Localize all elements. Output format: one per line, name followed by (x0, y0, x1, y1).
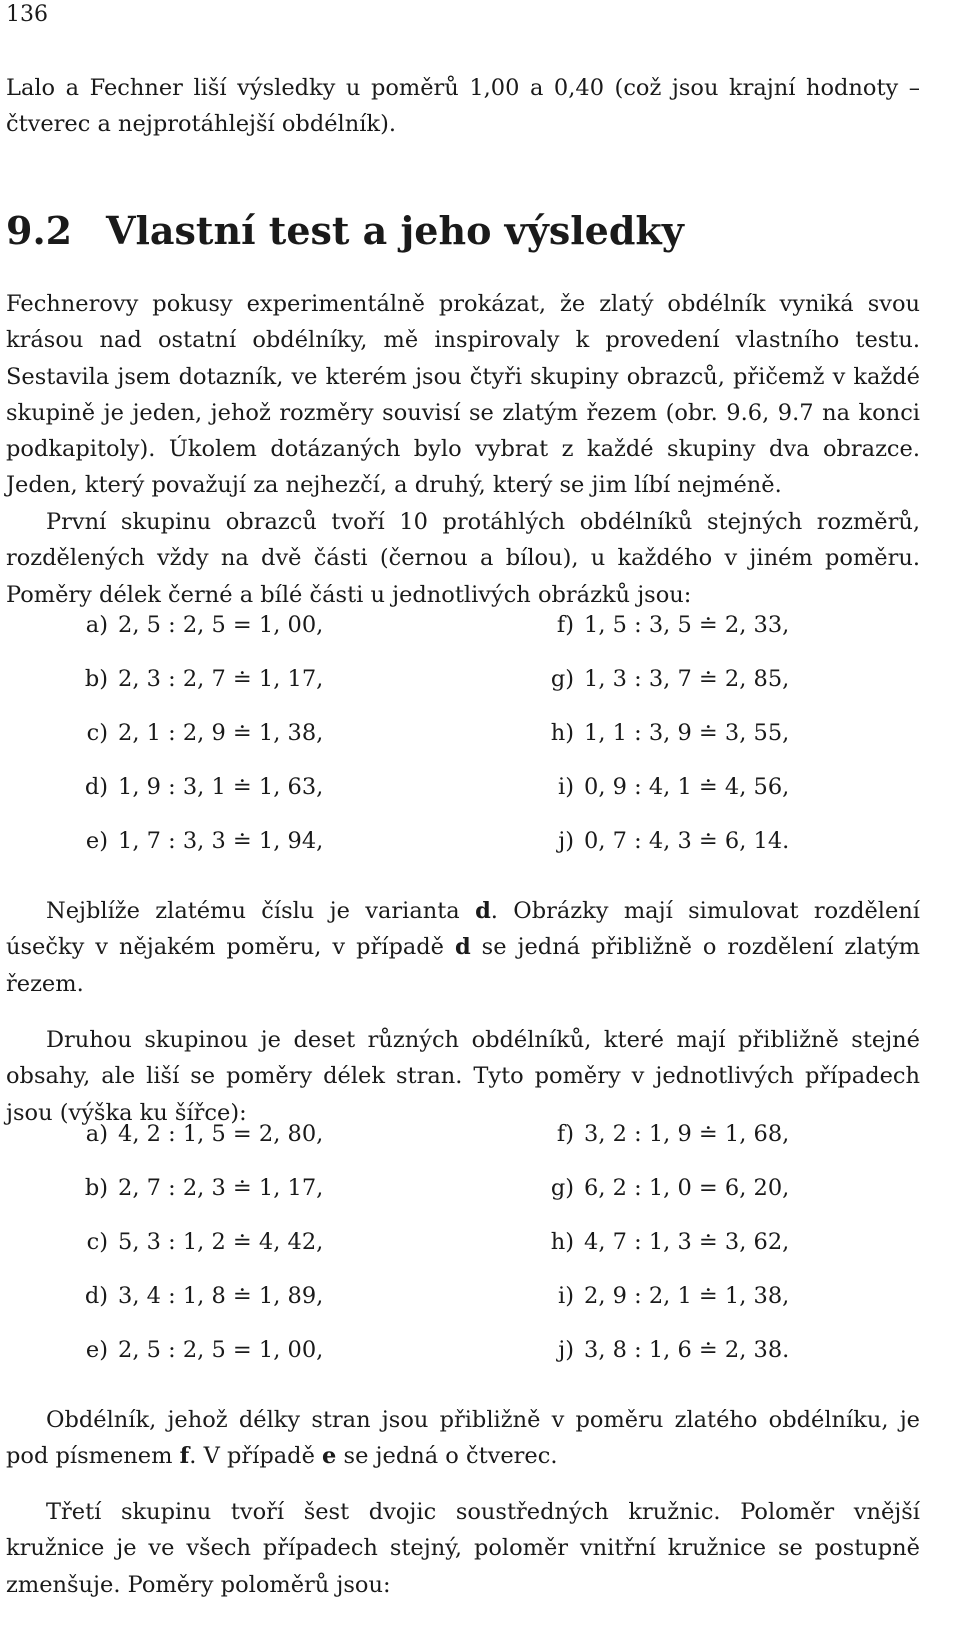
list-item: c) 2, 1 : 2, 9 ≐ 1, 38, (86, 720, 324, 746)
list-item: f) 1, 5 : 3, 5 ≐ 2, 33, (556, 612, 790, 638)
list-row (0, 1278, 960, 1314)
list-item: i) 2, 9 : 2, 1 ≐ 1, 38, (558, 1283, 790, 1309)
paragraph-fechner-experiments: Fechnerovy pokusy experimentálně prokázat, že zlatý obdélník vyniká svou krásou nad ostatní obdélníky, mě inspirovaly k provedení vlastního testu. Sestavila jsem dotazník, ve kterém jsou čtyři skupiny obrazců, přičemž v každé skupině je jeden, jehož rozměry souvisí se zlatým řezem (obr. 9.6, 9.7 na konci podkapitoly). Úkolem dotázaných bylo vybrat z každé skupiny dva obrazce. Jeden, který považují za nejhezčí, a druhý, který se jim líbí nejméně. (6, 291, 920, 499)
list-item: h) 1, 1 : 3, 9 ≐ 3, 55, (550, 720, 790, 746)
list-item: d) 1, 9 : 3, 1 ≐ 1, 63, (84, 774, 324, 800)
list-item: b) 2, 3 : 2, 7 ≐ 1, 17, (84, 666, 324, 692)
page-number: 136 (6, 2, 48, 27)
intro-paragraph: Lalo a Fechner liší výsledky u poměrů 1,00 a 0,40 (což jsou krajní hodnoty – čtverec a nejprotáhlejší obdélník). (6, 75, 920, 138)
list-row (0, 823, 960, 859)
list-row (0, 1332, 960, 1368)
list-item: d) 3, 4 : 1, 8 ≐ 1, 89, (84, 1283, 324, 1309)
paragraph-group-one-result: Nejblíže zlatému číslu je varianta d. Obrázky mají simulovat rozdělení úsečky v nějakém poměru, v případě d se jedná přibližně o rozdělení zlatým řezem. (6, 898, 920, 997)
list-row (0, 661, 960, 697)
section-title: Vlastní test a jeho výsledky (106, 208, 684, 253)
list-row (0, 1116, 960, 1152)
list-item: j) 3, 8 : 1, 6 ≐ 2, 38. (558, 1337, 790, 1363)
list-item: e) 2, 5 : 2, 5 = 1, 00, (85, 1337, 324, 1363)
list-row (0, 1224, 960, 1260)
list-item: g) 1, 3 : 3, 7 ≐ 2, 85, (550, 666, 790, 692)
list-row (0, 715, 960, 751)
list-item: i) 0, 9 : 4, 1 ≐ 4, 56, (558, 774, 790, 800)
paragraph-first-group: První skupinu obrazců tvoří 10 protáhlých obdélníků stejných rozměrů, rozdělených vždy na dvě části (černou a bílou), u každého v jiném poměru. Poměry délek černé a bílé části u jednotlivých obrázků jsou: (6, 509, 920, 608)
list-item: h) 4, 7 : 1, 3 ≐ 3, 62, (550, 1229, 790, 1255)
list-row (0, 1170, 960, 1206)
list-item: e) 1, 7 : 3, 3 ≐ 1, 94, (85, 828, 324, 854)
paragraph-second-group: Druhou skupinou je deset různých obdélníků, které mají přibližně stejné obsahy, ale liší se poměry délek stran. Tyto poměry v jednotlivých případech jsou (výška ku šířce): (6, 1027, 920, 1126)
list-item: a) 2, 5 : 2, 5 = 1, 00, (85, 612, 324, 638)
list-item: c) 5, 3 : 1, 2 ≐ 4, 42, (86, 1229, 324, 1255)
list-row (0, 769, 960, 805)
list-item: g) 6, 2 : 1, 0 = 6, 20, (550, 1175, 790, 1201)
section-number: 9.2 (6, 208, 73, 253)
paragraph-third-group: Třetí skupinu tvoří šest dvojic soustředných kružnic. Poloměr vnější kružnice je ve všech případech stejný, poloměr vnitřní kružnice se postupně zmenšuje. Poměry poloměrů jsou: (6, 1499, 920, 1598)
list-item: a) 4, 2 : 1, 5 = 2, 80, (85, 1121, 324, 1147)
list-item: j) 0, 7 : 4, 3 ≐ 6, 14. (558, 828, 790, 854)
list-item: b) 2, 7 : 2, 3 ≐ 1, 17, (84, 1175, 324, 1201)
list-item: f) 3, 2 : 1, 9 ≐ 1, 68, (556, 1121, 790, 1147)
list-row (0, 607, 960, 643)
paragraph-group-two-result: Obdélník, jehož délky stran jsou přibližně v poměru zlatého obdélníku, je pod písmenem f. V případě e se jedná o čtverec. (6, 1407, 920, 1470)
section-heading (6, 206, 684, 256)
